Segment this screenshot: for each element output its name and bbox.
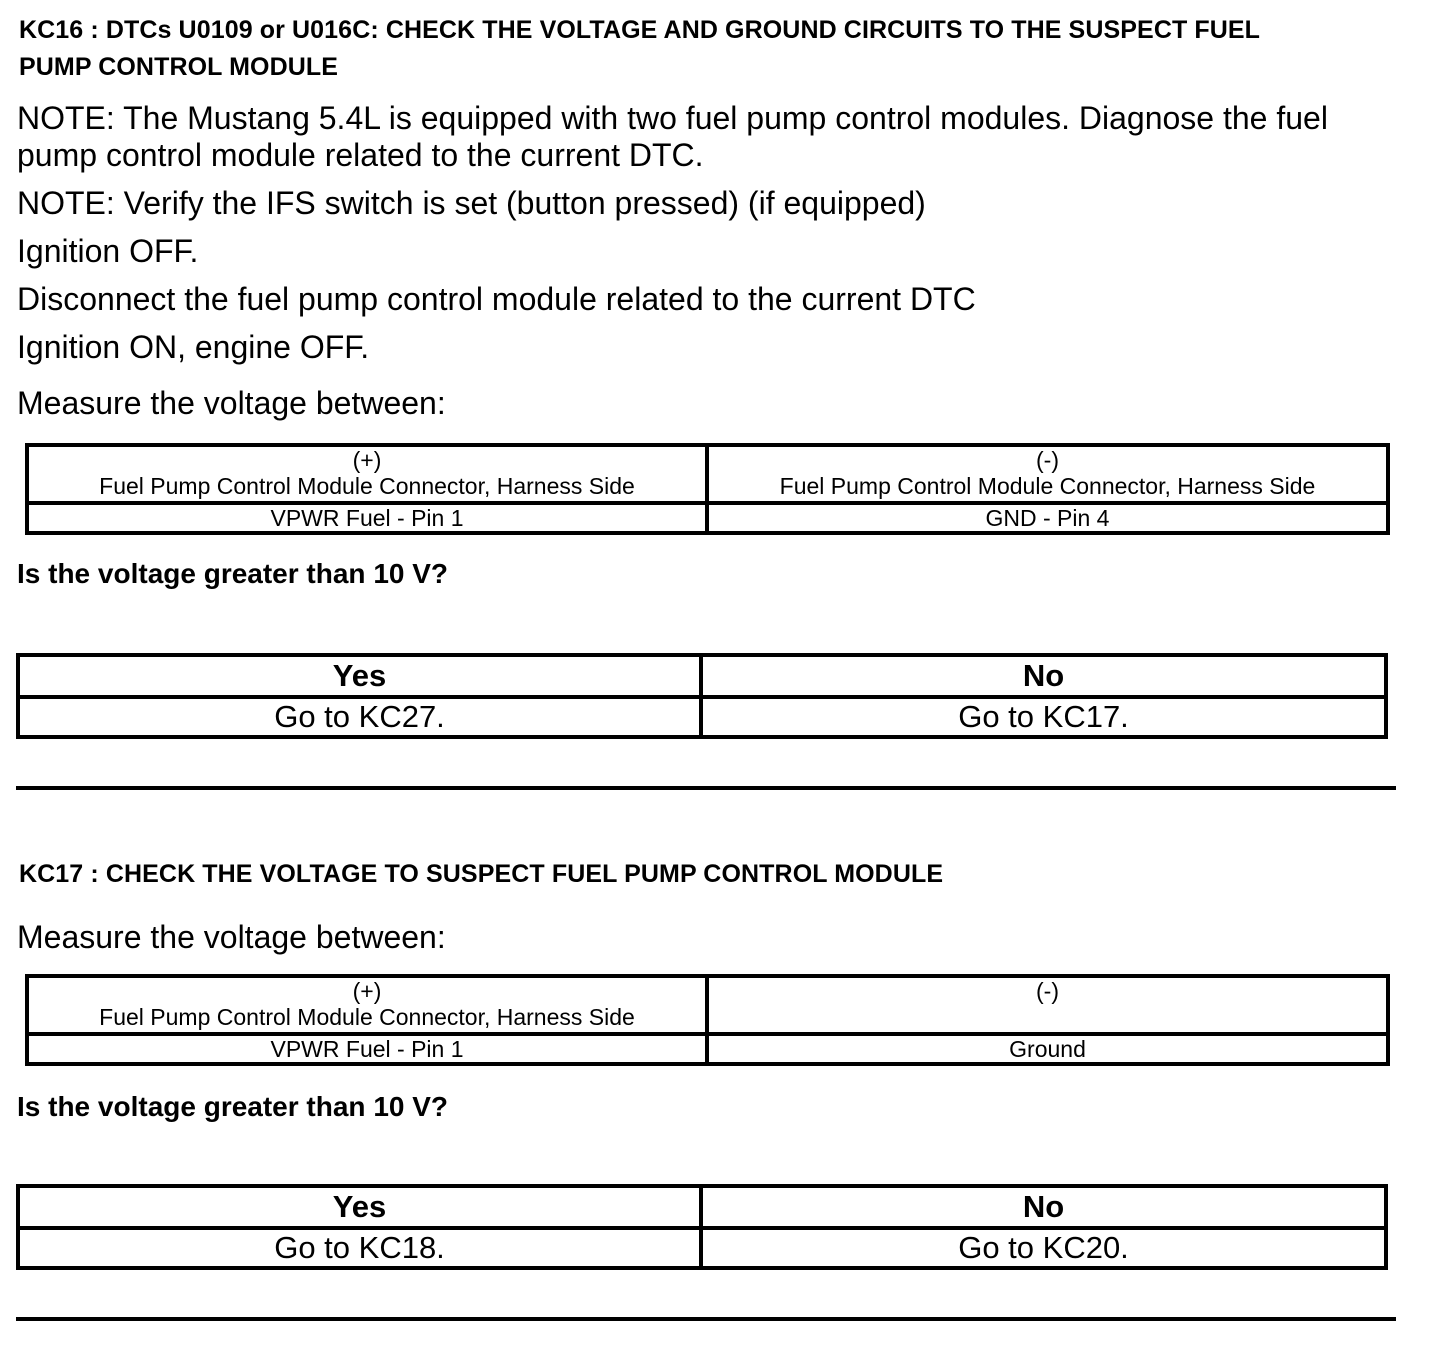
kc16-step-disconnect: Disconnect the fuel pump control module related to the current DTC [17,281,976,317]
positive-symbol: (+) [352,978,382,1004]
measurement-header-row [27,976,1388,1034]
negative-symbol: (-) [1036,447,1059,473]
section-divider [16,786,1396,790]
positive-symbol: (+) [352,447,382,473]
yes-header: Yes [18,655,701,697]
kc16-note-model-line2: pump control module related to the current DTC. [17,137,704,173]
negative-location: Fuel Pump Control Module Connector, Harness Side [779,473,1316,499]
positive-lead-header [27,976,707,1034]
kc17-measure-intro: Measure the voltage between: [17,919,446,955]
kc16-measure-intro: Measure the voltage between: [17,385,446,421]
no-header: No [701,655,1386,697]
measurement-header-row [27,445,1388,503]
section-divider [16,1317,1396,1321]
kc16-step-ignition-on: Ignition ON, engine OFF. [17,329,370,365]
kc16-measurement-table [25,443,1390,535]
kc17-result-table [16,1184,1388,1270]
positive-lead-header [27,445,707,503]
kc16-note-model-line1: NOTE: The Mustang 5.4L is equipped with two fuel pump control modules. Diagnose the fuel [17,100,1328,136]
positive-location: Fuel Pump Control Module Connector, Harness Side [99,473,635,499]
no-action: Go to KC17. [701,697,1386,737]
kc16-question: Is the voltage greater than 10 V? [17,558,449,589]
measurement-value-row [27,503,1388,533]
result-value-row [18,1228,1386,1268]
kc17-measurement-table [25,974,1390,1066]
kc16-heading-line1: KC16 : DTCs U0109 or U016C: CHECK THE VOLTAGE AND GROUND CIRCUITS TO THE SUSPECT FUEL [19,16,1261,44]
kc16-result-table [16,653,1388,739]
yes-header: Yes [18,1186,701,1228]
kc17-heading: KC17 : CHECK THE VOLTAGE TO SUSPECT FUEL PUMP CONTROL MODULE [19,860,944,888]
kc16-heading [19,12,1419,86]
kc16-note-ifs-switch: NOTE: Verify the IFS switch is set (button pressed) (if equipped) [17,185,926,221]
kc16-step-ignition-off: Ignition OFF. [17,233,199,269]
negative-lead-header [707,445,1388,503]
negative-pin: Ground [707,1034,1388,1064]
kc16-heading-line2: PUMP CONTROL MODULE [19,53,339,81]
kc17-question: Is the voltage greater than 10 V? [17,1091,449,1122]
result-header-row [18,1186,1386,1228]
negative-pin: GND - Pin 4 [707,503,1388,533]
result-header-row [18,655,1386,697]
result-value-row [18,697,1386,737]
no-header: No [701,1186,1386,1228]
measurement-value-row [27,1034,1388,1064]
kc16-note-model [17,100,1328,174]
no-action: Go to KC20. [701,1228,1386,1268]
yes-action: Go to KC18. [18,1228,701,1268]
positive-location: Fuel Pump Control Module Connector, Harness Side [99,1004,635,1030]
negative-symbol: (-) [1036,978,1059,1004]
positive-pin: VPWR Fuel - Pin 1 [27,503,707,533]
yes-action: Go to KC27. [18,697,701,737]
positive-pin: VPWR Fuel - Pin 1 [27,1034,707,1064]
negative-lead-header [707,976,1388,1034]
